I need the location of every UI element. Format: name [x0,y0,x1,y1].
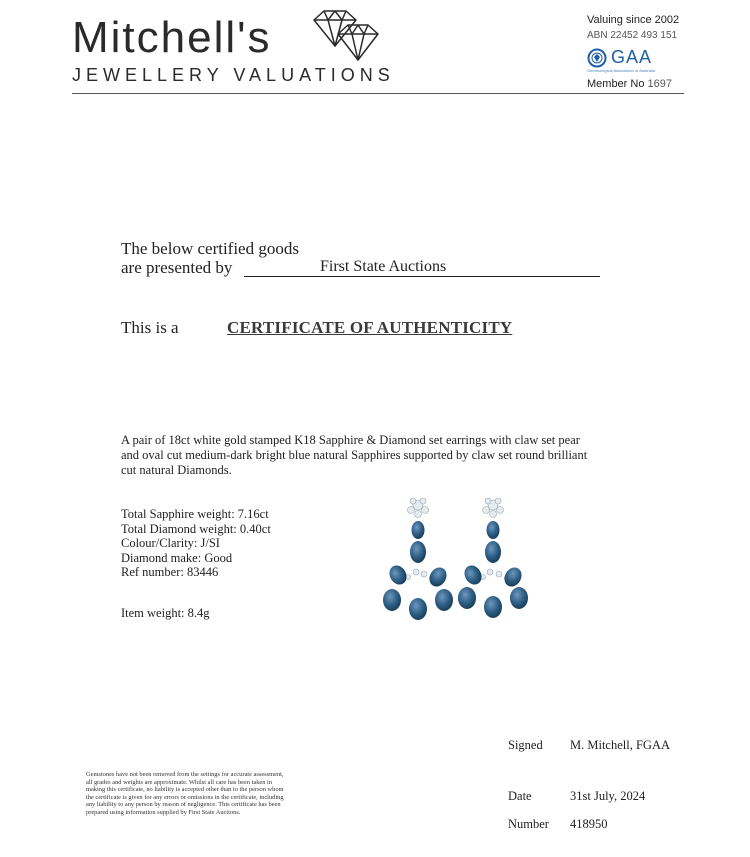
left-earring [383,498,453,620]
date-label: Date [508,789,532,803]
specs-list [121,507,271,580]
presented-line-1: The below certified goods [121,239,299,258]
number-value: 418950 [570,817,608,831]
header-divider [72,93,684,94]
spec-sapphire-weight: Total Sapphire weight: 7.16ct [121,507,269,521]
member-no-value: 1697 [647,78,673,90]
certificate-title: CERTIFICATE OF AUTHENTICITY [227,318,513,337]
diamond-logo-icon [310,8,382,62]
item-weight: Item weight: 8.4g [121,606,210,620]
spec-diamond-make: Diamond make: Good [121,550,233,565]
gaa-label: GAA [611,47,653,67]
disclaimer: Gemstones have not been removed from the settings for accurate assessment, all grades and weights are approximate. Whilst all care has been taken in making this certificate, no liability is accepted other than to the person whom the certificate is given for any errors or omissions in the certificate, including any liability to any person by reason of negligence. This certificate has been prepared using information supplied by First State Auctions. [86,771,284,816]
signed-label: Signed [508,738,543,752]
member-number [587,78,672,90]
abn-number: ABN 22452 493 151 [587,30,678,41]
gaa-seal-icon [587,48,607,68]
brand-name: Mitchell's [72,13,272,62]
number-label: Number [508,817,549,831]
gaa-tagline: Gemmological Association of Australia [587,68,655,73]
presenter-name: First State Auctions [320,258,447,275]
presenter-field [244,258,600,277]
right-earring [458,498,528,618]
earrings-photo [378,492,538,627]
certificate-lead: This is a [121,318,179,337]
presented-line-2: are presented by [121,258,233,277]
item-description: A pair of 18ct white gold stamped K18 Sapphire & Diamond set earrings with claw set pear and oval cut medium-dark bright blue natural Sapphires supported by claw set round brilliant cut natural Diamonds. [121,433,588,477]
member-label: Member No [587,78,645,90]
brand-subtitle: JEWELLERY VALUATIONS [72,65,395,85]
date-value: 31st July, 2024 [570,789,646,803]
valuing-since: Valuing since 2002 [587,14,680,26]
gaa-badge [587,47,652,68]
spec-diamond-weight: Total Diamond weight: 0.40ct [121,521,271,536]
spec-colour-clarity: Colour/Clarity: J/SI [121,536,220,550]
spec-ref-number: Ref number: 83446 [121,565,219,579]
signed-value: M. Mitchell, FGAA [570,738,670,752]
